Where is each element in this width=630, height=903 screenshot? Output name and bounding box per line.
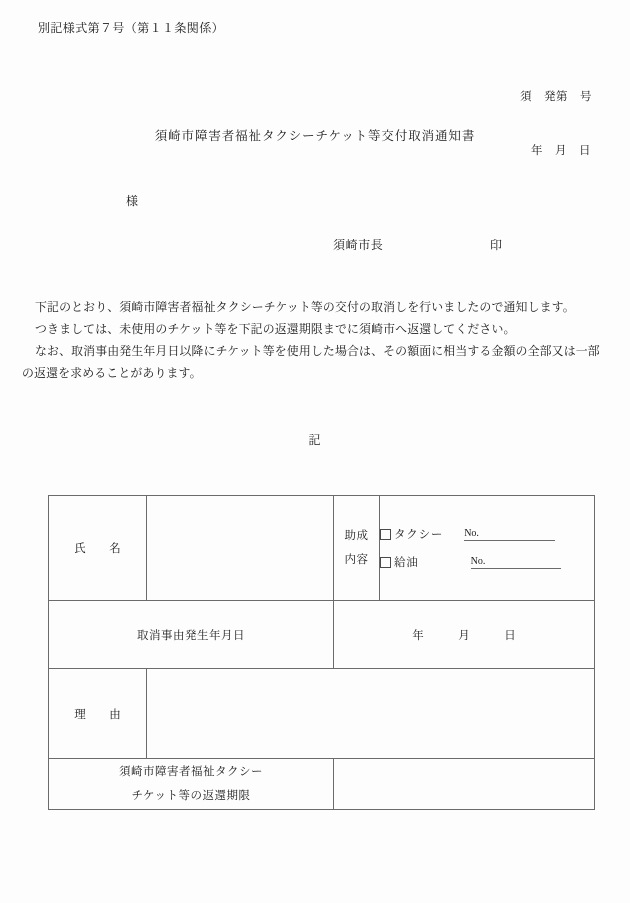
label-subsidy-line1: 助成 bbox=[344, 530, 369, 542]
body-paragraph-2: つきましては、未使用のチケット等を下記の返還期限までに須崎市へ返還してください。 bbox=[35, 322, 516, 336]
page-title: 須崎市障害者福祉タクシーチケット等交付取消通知書 bbox=[154, 129, 476, 143]
body-text bbox=[22, 296, 608, 384]
taxi-no-label: No. bbox=[464, 527, 479, 539]
issuer-name: 須崎市長 bbox=[333, 238, 384, 252]
label-subsidy-line2: 内容 bbox=[344, 554, 369, 566]
table-row-reason bbox=[49, 669, 595, 759]
label-cancel-date: 取消事由発生年月日 bbox=[49, 601, 334, 669]
table-row-return-deadline bbox=[49, 759, 595, 810]
table-row-cancel-date bbox=[49, 601, 595, 669]
ki-marker: 記 bbox=[308, 433, 322, 447]
label-name bbox=[49, 496, 147, 601]
checkbox-fuel-icon[interactable] bbox=[380, 557, 391, 568]
label-return-deadline bbox=[49, 759, 334, 810]
label-name-text: 氏 名 bbox=[74, 543, 127, 555]
notification-form-table bbox=[48, 495, 595, 810]
field-return-deadline-value[interactable] bbox=[334, 759, 595, 810]
field-cancel-date-value[interactable] bbox=[334, 601, 595, 669]
field-subsidy-options bbox=[380, 496, 595, 601]
document-date: 年 月 日 bbox=[531, 145, 591, 157]
checkbox-taxi-icon[interactable] bbox=[380, 529, 391, 540]
issuer-seal-mark: 印 bbox=[490, 238, 503, 252]
label-return-deadline-line2: チケット等の返還期限 bbox=[131, 790, 251, 802]
document-number-block bbox=[520, 52, 592, 196]
body-paragraph-1: 下記のとおり、須崎市障害者福祉タクシーチケット等の交付の取消しを行いましたので通知します。 bbox=[35, 300, 575, 314]
label-return-deadline-line1: 須崎市障害者福祉タクシー bbox=[119, 766, 263, 778]
field-reason-value[interactable] bbox=[147, 669, 595, 759]
taxi-number-group bbox=[464, 528, 555, 541]
body-paragraph-3: なお、取消事由発生年月日以降にチケット等を使用した場合は、その額面に相当する金額の全部又は一部の返還を求めることがあります。 bbox=[22, 344, 600, 380]
subsidy-option-fuel[interactable] bbox=[380, 548, 594, 576]
fuel-no-label: No. bbox=[470, 555, 486, 567]
fuel-no-input[interactable] bbox=[485, 556, 561, 569]
field-name-value[interactable] bbox=[147, 496, 334, 601]
checkbox-taxi-label: タクシー bbox=[394, 529, 444, 541]
table-row-name bbox=[49, 496, 595, 601]
label-reason-text: 理 由 bbox=[74, 708, 127, 721]
subsidy-option-taxi[interactable] bbox=[380, 520, 594, 548]
label-subsidy-content bbox=[334, 496, 380, 601]
cancel-date-ymd: 年 月 日 bbox=[412, 629, 516, 642]
fuel-number-group bbox=[471, 556, 562, 569]
addressee-honorific: 様 bbox=[126, 194, 139, 208]
taxi-no-input[interactable] bbox=[479, 528, 555, 541]
document-number: 須 発第 号 bbox=[520, 91, 592, 103]
form-number: 別記様式第７号（第１１条関係） bbox=[38, 21, 225, 35]
label-reason bbox=[49, 669, 147, 759]
checkbox-fuel-label: 給油 bbox=[394, 557, 419, 569]
